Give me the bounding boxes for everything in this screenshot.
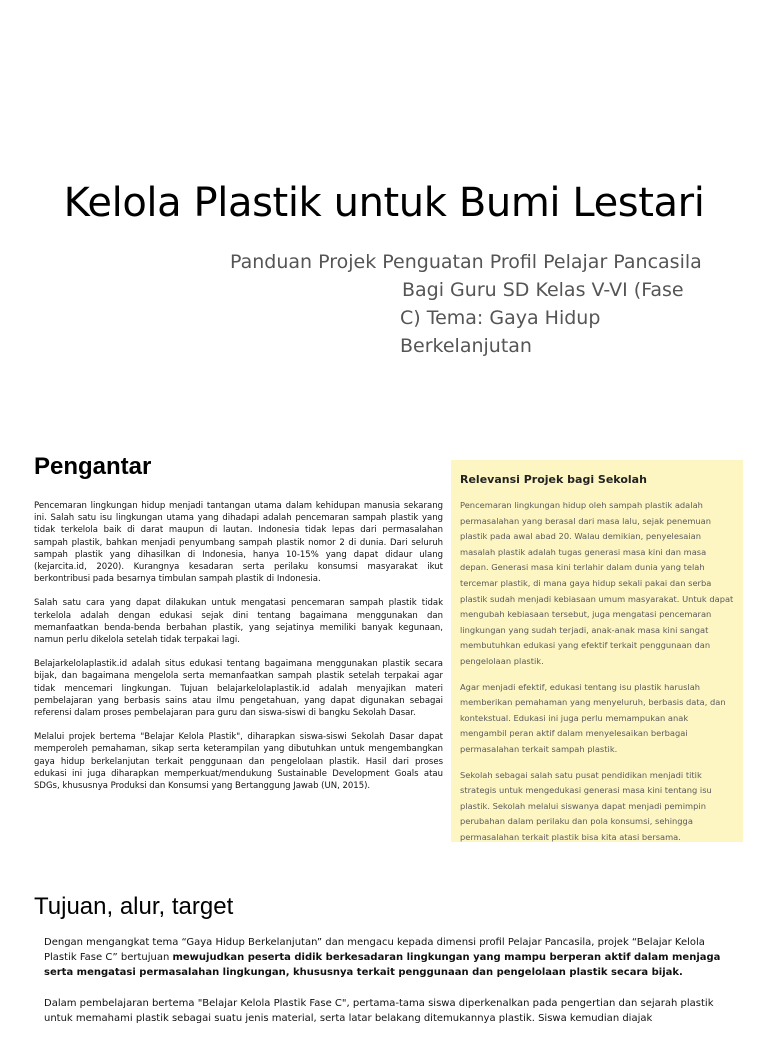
sidebar-heading: Relevansi Projek bagi Sekolah: [460, 473, 647, 486]
section-heading-pengantar: Pengantar: [34, 453, 152, 480]
tujuan-paragraph-2: Dalam pembelajaran bertema "Belajar Kelola Plastik Fase C", pertama-tama siswa diperkenalkan pada pengertian dan sejarah plastik untuk memahami plastik sebagai suatu jenis material, serta latar belakang ditemukannya plastik. Siswa kemudian diajak: [44, 998, 714, 1024]
subtitle-line-2: Bagi Guru SD Kelas V-VI (Fase: [402, 279, 684, 301]
subtitle-line-3: C) Tema: Gaya Hidup: [400, 307, 601, 329]
subtitle-line-1: Panduan Projek Penguatan Profil Pelajar Pancasila: [230, 251, 702, 273]
tujuan-paragraph-1: [44, 935, 734, 980]
pengantar-paragraph: Melalui projek bertema "Belajar Kelola Plastik", diharapkan siswa-siswi Sekolah Dasar dapat memperoleh pemahaman, sikap serta keterampilan yang dibutuhkan untuk mengembangkan gaya hidup berkelanjutan terkait penggunaan dan pengelolaan plastik. Hasil dari proses edukasi ini juga diharapkan memperkuat/mendukung Sustainable Development Goals atau SDGs, khususnya Produksi dan Konsumsi yang Bertanggung Jawab (UN, 2015).: [34, 732, 443, 792]
pengantar-body: [34, 500, 443, 804]
sidebar-paragraph: Sekolah sebagai salah satu pusat pendidikan menjadi titik strategis untuk mengedukasi generasi masa kini tentang isu plastik. Sekolah melalui siswanya dapat menjadi pemimpin perubahan dalam perilaku dan pola konsumsi, sehingga permasalahan terkait plastik bisa kita atasi bersama.: [460, 769, 712, 842]
document-subtitle: [230, 248, 730, 360]
tujuan-text: Dengan mengangkat tema “Gaya Hidup Berkelanjutan” dan mengacu kepada dimensi profil Pelajar Pancasila, projek “Belajar Kelola Plastik Fase C” bertujuan: [44, 937, 705, 963]
subtitle-line-4: Berkelanjutan: [400, 335, 532, 357]
tujuan-goal-bold: mewujudkan peserta didik berkesadaran lingkungan yang mampu berperan aktif dalam menjaga serta mengatasi permasalahan lingkungan, khususnya terkait penggunaan dan pengelolaan plastik secara bijak.: [44, 952, 721, 978]
section-heading-tujuan: Tujuan, alur, target: [34, 893, 234, 920]
relevansi-sidebar: [451, 460, 743, 842]
sidebar-paragraph: Pencemaran lingkungan hidup oleh sampah plastik adalah permasalahan yang berasal dari masa lalu, sejak penemuan plastik pada awal abad 20. Walau demikian, penyelesaian masalah plastik adalah tugas generasi masa kini dan masa depan. Generasi masa kini terlahir dalam dunia yang telah tercemar plastik, di mana gaya hidup sekali pakai dan serba plastik sudah menjadi kebiasaan umum masyarakat. Untuk dapat mengubah kebiasaan tersebut, juga mengatasi pencemaran lingkungan yang sudah terjadi, anak-anak masa kini sangat membutuhkan edukasi yang efektif terkait penggunaan dan pengelolaan plastik.: [460, 500, 734, 666]
pengantar-paragraph: Salah satu cara yang dapat dilakukan untuk mengatasi pencemaran sampah plastik tidak terkelola adalah dengan edukasi sejak dini tentang bagaimana menggunakan dan memanfaatkan benda-benda berbahan plastik, yang sejatinya memiliki banyak kegunaan, namun perlu dikelola setelah tidak terpakai lagi.: [34, 598, 443, 646]
document-title: Kelola Plastik untuk Bumi Lestari: [63, 180, 705, 226]
sidebar-paragraph: Agar menjadi efektif, edukasi tentang isu plastik haruslah memberikan pemahaman yang menyeluruh, berbasis data, dan kontekstual. Edukasi ini juga perlu memampukan anak mengambil peran aktif dalam menyelesaikan berbagai permasalahan terkait sampah plastik.: [460, 681, 726, 754]
tujuan-body: [44, 935, 734, 1042]
pengantar-paragraph: Belajarkelolaplastik.id adalah situs edukasi tentang bagaimana menggunakan plastik secara bijak, dan bagaimana mengelola serta memanfaatkan sampah plastik setelah terpakai agar tidak mencemari lingkungan. Tujuan belajarkelolaplastik.id adalah menyajikan materi pembelajaran yang berbasis sains atau ilmu pengetahuan, yang dapat digunakan sebagai referensi dalam proses pembelajaran para guru dan siswa-siswi di bangku Sekolah Dasar.: [34, 659, 443, 719]
pengantar-paragraph: Pencemaran lingkungan hidup menjadi tantangan utama dalam kehidupan manusia sekarang ini. Salah satu isu lingkungan utama yang dihadapi adalah pencemaran sampah plastik yang tidak terkelola baik di darat maupun di lautan. Indonesia tidak lepas dari permasalahan sampah plastik, bahkan menjadi penyumbang sampah plastik nomor 2 di dunia. Dari seluruh sampah plastik yang dihasilkan di Indonesia, hanya 10-15% yang dapat didaur ulang (kejarcita.id, 2020). Kurangnya kesadaran serta perilaku konsumsi masyarakat ikut berkontribusi pada besarnya timbulan sampah plastik di Indonesia.: [34, 501, 443, 585]
